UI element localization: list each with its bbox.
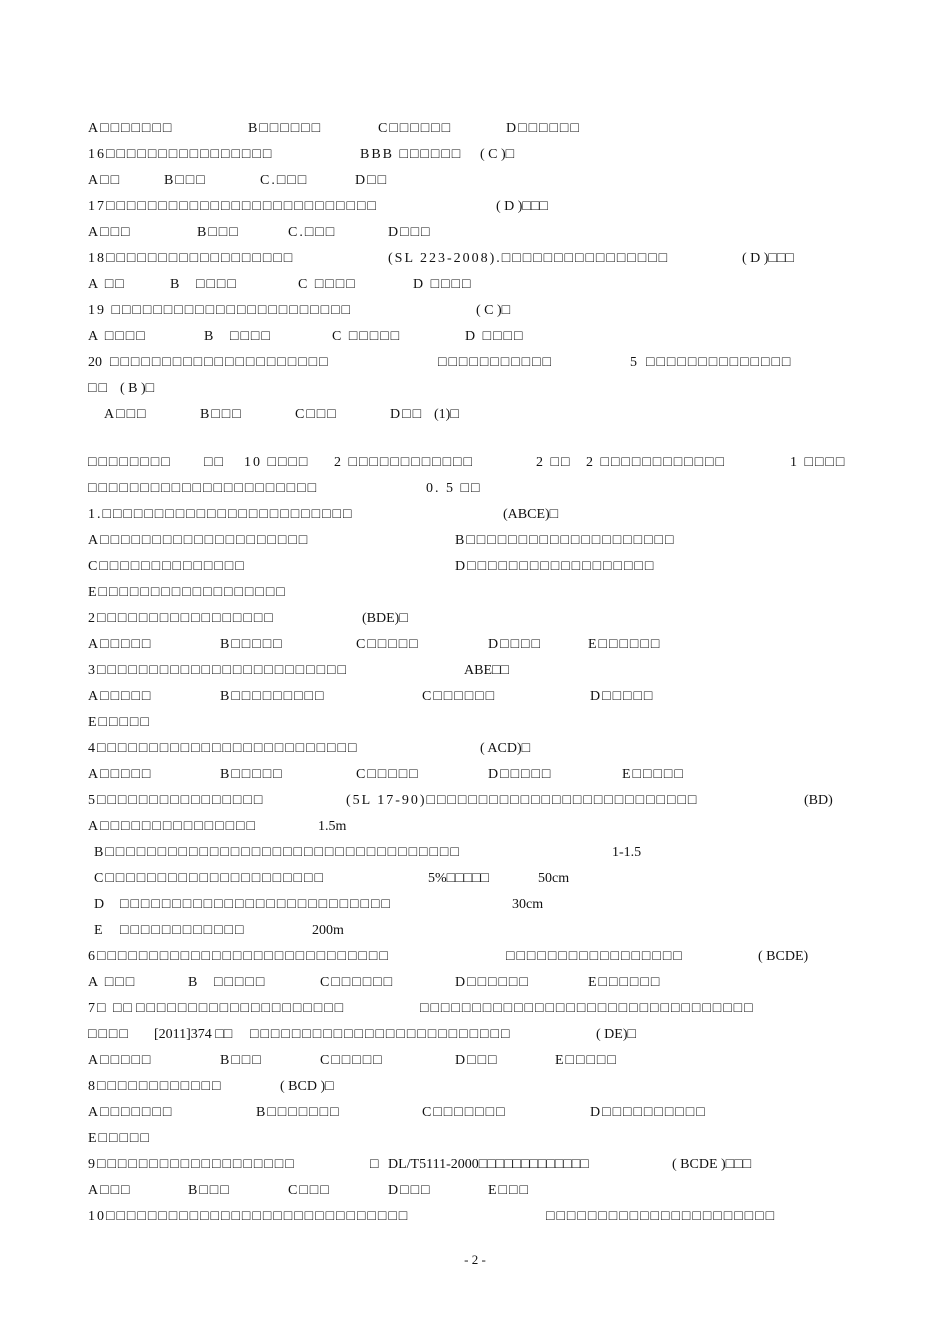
answer: ( DE)□ (596, 1027, 636, 1042)
mq-7 (0, 998, 950, 1020)
option-c: C□□□□□□□□□□□□□□□□□□□□□ (94, 871, 325, 886)
question-19 (0, 300, 950, 322)
question-16 (0, 144, 950, 166)
answer: ( D )□□□ (742, 251, 794, 266)
question-number-5: 5 (630, 355, 637, 370)
mq-6-options (0, 972, 950, 994)
question-number: 7□ □□ (88, 1001, 134, 1016)
option-d: D□□□□□ (488, 767, 553, 782)
option-d: D □□□□ (413, 277, 473, 292)
mq-7-options (0, 1050, 950, 1072)
option-d: D□□□□□□ (506, 121, 581, 136)
option-c: C□□□□□□ (320, 975, 395, 990)
question-text: □□ (88, 381, 109, 396)
option-a: A□□□ (88, 225, 132, 240)
question-text-mark: □ (370, 1157, 379, 1172)
question-text: 16□□□□□□□□□□□□□□□□ (88, 147, 274, 162)
option-e-text: □□□□□□□□□□□□ (120, 923, 246, 938)
question-text-2: □□□□□□□□□□□□□□□□□□□□□□ (546, 1209, 777, 1224)
option-b: B□□□□□□ (248, 121, 323, 136)
answer: ( BCDE) (758, 949, 809, 964)
mq-8-options (0, 1102, 950, 1124)
options-20 (0, 404, 950, 426)
mq-5-option-b (0, 842, 950, 864)
section-text: □□ (204, 455, 225, 470)
option-c: C□□□□□ (320, 1053, 384, 1068)
options-18 (0, 274, 950, 296)
option-c: C□□□□□□ (378, 121, 453, 136)
option-c-value-2: 50cm (538, 871, 570, 886)
option-d: D□□□□□ (590, 689, 655, 704)
option-a: A□□□□□□□ (88, 1105, 174, 1120)
mq-4 (0, 738, 950, 760)
question-text-2: □□□□□□□□□□□□□□□□□ (506, 949, 684, 964)
option-b: B□□□□□□□□□□□□□□□□□□□□ (455, 533, 676, 548)
question-text: □□□□□□□□□□□□□□□□□□□□ (136, 1001, 346, 1016)
option-c: C □□□□ (298, 277, 357, 292)
option-a: A□□□□□ (88, 689, 153, 704)
section-text: □□□□□□□□□□□□□□□□□□□□□□ (88, 481, 319, 496)
option-a-value: 1.5m (318, 819, 347, 834)
option-c: C□□□ (295, 407, 338, 422)
option-a: A□□□□□□□□□□□□□□□ (88, 819, 257, 834)
question-text: 10□□□□□□□□□□□□□□□□□□□□□□□□□□□□□ (88, 1209, 410, 1224)
question-20-cont (0, 378, 950, 400)
option-e: E□□□□□□□□□□□□□□□□□□ (88, 585, 287, 600)
question-17 (0, 196, 950, 218)
option-d-note: (1)□ (434, 407, 459, 422)
option-b: B (204, 329, 214, 344)
option-b: B□□□ (188, 1183, 231, 1198)
mq-9 (0, 1154, 950, 1176)
option-b: B□□□□□ (220, 767, 284, 782)
option-b: B□□□ (197, 225, 240, 240)
option-c: C □□□□□ (332, 329, 402, 344)
answer: ( B )□ (120, 381, 155, 396)
option-c: C□□□ (288, 1183, 331, 1198)
mq-3 (0, 660, 950, 682)
answer: (BDE)□ (362, 611, 408, 626)
section-title: □□□□□□□□ (88, 455, 172, 470)
option-b-value: 1-1.5 (612, 845, 642, 860)
mq-9-options (0, 1180, 950, 1202)
option-a: A□□□□□□□□□□□□□□□□□□□□ (88, 533, 310, 548)
option-b: B□□□□□ (220, 637, 284, 652)
question-text: 1.□□□□□□□□□□□□□□□□□□□□□□□□ (88, 507, 354, 522)
option-a: A□□□ (104, 407, 148, 422)
option-d: D□□□□□□□□□□ (590, 1105, 707, 1120)
question-text: □□□□□□□□□□□□□□□□□□□□□ (110, 355, 330, 370)
answer: (ABCE)□ (503, 507, 559, 522)
standard-code: DL/T5111-2000□□□□□□□□□□□□□ (388, 1157, 589, 1172)
answer: (BD) (804, 793, 833, 808)
mq-1 (0, 504, 950, 526)
option-c: C□□□□□□□□□□□□□□ (88, 559, 246, 574)
option-b: B□□□ (220, 1053, 263, 1068)
mq-2 (0, 608, 950, 630)
option-b: B (188, 975, 198, 990)
option-e: E□□□□□□ (588, 975, 662, 990)
question-text: 19 □□□□□□□□□□□□□□□□□□□□□□□ (88, 303, 352, 318)
question-text-3: □□□□□□□□□□□□□□ (646, 355, 793, 370)
option-d-text: □□□□□□□□□□□□□□□□□□□□□□□□□□ (120, 897, 392, 912)
option-d: D□□□ (388, 1183, 432, 1198)
question-text: 6□□□□□□□□□□□□□□□□□□□□□□□□□□□□ (88, 949, 390, 964)
option-a: A□□ (88, 173, 122, 188)
option-a: A□□□□□□□ (88, 121, 174, 136)
mq-5-option-d (0, 894, 950, 916)
option-d: D□□□□□□ (455, 975, 530, 990)
mq-5-option-c (0, 868, 950, 890)
question-text: 5□□□□□□□□□□□□□□□□ (88, 793, 265, 808)
mq-10 (0, 1206, 950, 1228)
mq-4-options (0, 764, 950, 786)
line-1 (0, 118, 950, 140)
option-d: D □□□□ (465, 329, 525, 344)
option-d: D□□□ (455, 1053, 499, 1068)
option-d: D□□□ (388, 225, 432, 240)
option-a: A □□□□ (88, 329, 147, 344)
question-text: 18□□□□□□□□□□□□□□□□□□ (88, 251, 295, 266)
answer: ( D )□□□ (496, 199, 548, 214)
answer: ( BCDE )□□□ (672, 1157, 752, 1172)
section-header-2 (0, 478, 950, 500)
option-a: A□□□□□ (88, 767, 153, 782)
mq-8-options-e (0, 1128, 950, 1150)
option-b-text: □□□□ (196, 277, 238, 292)
question-text: 8□□□□□□□□□□□□ (88, 1079, 223, 1094)
page-number: - 2 - (464, 1252, 486, 1267)
option-b: B□□□□□□□ (256, 1105, 341, 1120)
question-text-2: □□□□□□□□□□□□□□□□□□□□□□□□□ (250, 1027, 512, 1042)
answer: ( BCD )□ (280, 1079, 334, 1094)
question-text: 2□□□□□□□□□□□□□□□□□ (88, 611, 275, 626)
mq-7-cont (0, 1024, 950, 1046)
section-header (0, 452, 950, 474)
question-20 (0, 352, 950, 374)
option-d: D□□ (355, 173, 389, 188)
option-c: C.□□□ (260, 173, 309, 188)
question-text-2: □□□□□□□□□□□□□□□□□□□□□□□□□□□□□□□□ (420, 1001, 755, 1016)
mq-3-options (0, 686, 950, 708)
option-e: E□□□□□ (622, 767, 685, 782)
mq-5 (0, 790, 950, 812)
mq-1-options-cd (0, 556, 950, 578)
option-a: A □□ (88, 277, 126, 292)
option-b: B□□□□□□□□□ (220, 689, 326, 704)
option-e-value: 200m (312, 923, 344, 938)
answer: ( C )□ (480, 147, 515, 162)
mq-3-options-e (0, 712, 950, 734)
answer: ( C )□ (476, 303, 511, 318)
option-c: C□□□□□□ (422, 689, 497, 704)
option-b: B□□□ (200, 407, 243, 422)
question-text: 9□□□□□□□□□□□□□□□□□□□ (88, 1157, 296, 1172)
option-b-text: □□□□□ (214, 975, 267, 990)
mq-2-options (0, 634, 950, 656)
answer: ( ACD)□ (480, 741, 531, 756)
question-text: □□□□ (88, 1027, 130, 1042)
option-d-value: 30cm (512, 897, 544, 912)
option-d: D□□□□ (488, 637, 542, 652)
question-text-2: (5L 17-90)□□□□□□□□□□□□□□□□□□□□□□□□□□ (346, 793, 699, 808)
option-e: E□□□□□ (88, 1131, 151, 1146)
question-text: 4□□□□□□□□□□□□□□□□□□□□□□□□□ (88, 741, 359, 756)
mq-8 (0, 1076, 950, 1098)
option-b: B□□□□□□□□□□□□□□□□□□□□□□□□□□□□□□□□□□ (94, 845, 461, 860)
option-c: C□□□□□ (356, 767, 420, 782)
option-a: A □□□ (88, 975, 137, 990)
option-e: E□□□ (488, 1183, 530, 1198)
question-text: 3□□□□□□□□□□□□□□□□□□□□□□□□ (88, 663, 348, 678)
option-b: B (170, 277, 180, 292)
option-b: B□□□ (164, 173, 207, 188)
option-e: E□□□□□□ (588, 637, 662, 652)
question-text: 17□□□□□□□□□□□□□□□□□□□□□□□□□□ (88, 199, 378, 214)
option-e: E (94, 923, 103, 938)
document-number: [2011]374 □□ (154, 1027, 233, 1042)
mq-1-options-e (0, 582, 950, 604)
section-text-2: 2 □□□□□□□□□□□□ (334, 455, 474, 470)
option-c: C.□□□ (288, 225, 337, 240)
option-a: A□□□□□ (88, 1053, 153, 1068)
option-a: A□□□□□ (88, 637, 153, 652)
options-17 (0, 222, 950, 244)
answer: ABE□□ (464, 663, 509, 678)
option-e: E□□□□□ (555, 1053, 618, 1068)
option-c: C□□□□□□□ (422, 1105, 507, 1120)
mq-5-option-e (0, 920, 950, 942)
options-16 (0, 170, 950, 192)
option-d: D (94, 897, 105, 912)
section-text-5: 1 □□□□ (790, 455, 847, 470)
option-d: D□□ (390, 407, 424, 422)
option-e: E□□□□□ (88, 715, 151, 730)
section-text-4: 2 □□□□□□□□□□□□ (586, 455, 726, 470)
question-text-2: BBB □□□□□□ (360, 147, 463, 162)
section-count: 10 □□□□ (244, 455, 310, 470)
mq-1-options-ab (0, 530, 950, 552)
mq-5-option-a (0, 816, 950, 838)
section-text-3: 2 □□ (536, 455, 572, 470)
option-a: A□□□ (88, 1183, 132, 1198)
options-19 (0, 326, 950, 348)
option-c-value: 5%□□□□□ (428, 871, 489, 886)
option-c: C□□□□□ (356, 637, 420, 652)
section-score: 0. 5 □□ (426, 481, 482, 496)
question-text-2: □□□□□□□□□□□ (438, 355, 554, 370)
question-18 (0, 248, 950, 270)
option-b-text: □□□□ (230, 329, 272, 344)
question-text-2: (SL 223-2008).□□□□□□□□□□□□□□□□ (388, 251, 670, 266)
mq-6 (0, 946, 950, 968)
option-d: D□□□□□□□□□□□□□□□□□□ (455, 559, 656, 574)
question-number: 20 (88, 355, 102, 370)
